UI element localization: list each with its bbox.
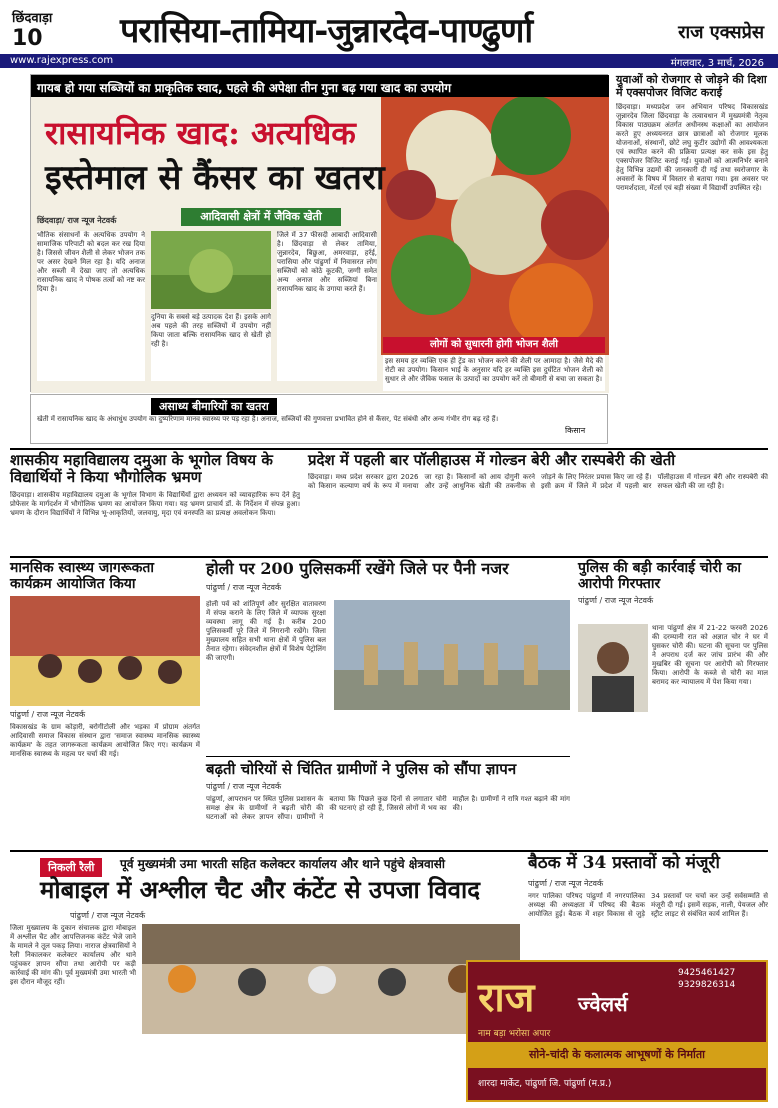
lead-body-col1: भौतिक संसाधनों के अत्यधिक उपयोग ने सामाजिक परिपाटी को बदल कर रख दिया है। जिससे जीवन शैली से लेकर भोजन तक पर असर देखने मिल रहा है। यदि अनाज और सब्जी में देखा जाए तो अत्यधिक रासायनिक खाद ने पोषक तत्वों को नष्ट कर दिया है। xyxy=(37,231,145,381)
rally-tag: निकली रैली xyxy=(40,858,102,877)
callout-food-style: लोगों को सुधारनी होगी भोजन शैली xyxy=(383,337,605,353)
page-number: 10 xyxy=(12,26,43,51)
theft-arrest-body: थाना पांढुर्णा क्षेत्र में 21-22 फरवरी 2026 की दरम्यानी रात को अज्ञात चोर ने घर में घुसकर चोरी की। घटना की सूचना पर पुलिस ने अपराध दर्ज कर जांच प्रारंभ की और मुखबिर की सूचना पर आरोपी को गिरफ्तार किया। आरोपी के कब्जे से चोरी का माल बरामद कर न्यायालय में पेश किया गया। xyxy=(652,624,768,686)
lead-headline-line1: रासायनिक खाद: अत्यधिक xyxy=(45,114,356,152)
divider xyxy=(10,556,768,558)
rally-photo xyxy=(142,924,520,1034)
holi-police-byline: पांढुर्णा / राज न्यूज नेटवर्क xyxy=(206,583,282,593)
callout-disease-text: खेती में रासायनिक खाद के अंधाधुंध उपयोग का दुष्परिणाम मानव स्वास्थ्य पर पड़ रहा है। अनाज, सब्जियों की गुणवत्ता प्रभावित होने से कैंसर, पेट संबंधी और अन्य गंभीर रोग बढ़ रहे हैं। xyxy=(37,415,499,423)
callout-food-style-text: इस समय हर व्यक्ति एक ही ट्रेंड का भोजन करने की शैली पर आमादा है। जैसे मैदे की रोटी का उपयोग। किसान भाई के अनुसार यदि हर व्यक्ति इस दुर्घटित भोजन शैली को सुधार ले और जैविक फसल के उत्पादों का उपयोग करें तो बीमारी से बचा जा सकता है। xyxy=(383,355,605,391)
ad-brand: राज xyxy=(478,975,535,1021)
mental-health-photo xyxy=(10,596,200,706)
lead-byline: छिंदवाड़ा/ राज न्यूज नेटवर्क xyxy=(37,216,117,225)
meeting-proposals-headline: बैठक में 34 प्रस्तावों को मंजूरी xyxy=(528,853,720,873)
geography-tour-story xyxy=(10,452,300,552)
ad-subbrand: ज्वेलर्स xyxy=(578,992,628,1016)
polyhouse-headline: प्रदेश में पहली बार पॉलीहाउस में गोल्डन बेरी और रास्पबेरी की खेती xyxy=(308,451,676,469)
newspaper-brand: राज एक्सप्रेस xyxy=(678,22,764,43)
ad-phone-1: 9425461427 xyxy=(678,968,736,978)
ad-address: शारदा मार्केट, पांढुर्णा जि. पांढुर्णा (म.प्र.) xyxy=(478,1079,612,1089)
callout-disease-title: असाध्य बीमारियों का खतरा xyxy=(151,398,277,415)
mental-health-body: विकासखंड के ग्राम कोड़ारी, बरोगीटोली और भड़का में प्रोग्राम अंतर्गत आदिवासी समाज विकास संस्थान द्वारा 'समाज स्वास्थ्य मानसिक स्वास्थ्य कार्यक्रम' के तहत जागरूकता कार्यक्रम आयोजित किए गए। कार्यक्रम में मानसिक स्वास्थ्य के महत्व पर चर्चा की गई। xyxy=(10,723,200,759)
obscene-chat-kicker: पूर्व मुख्यमंत्री उमा भारती सहित कलेक्टर कार्यालय और थाने पहुंचे क्षेत्रवासी xyxy=(120,857,446,871)
page-section-city: छिंदवाड़ा xyxy=(12,11,53,26)
geography-tour-headline: शासकीय महाविद्यालय दमुआ के भूगोल विषय के विद्यार्थियों ने किया भौगोलिक भ्रमण xyxy=(10,451,273,487)
right-top-story xyxy=(616,74,768,444)
right-top-body: छिंदवाड़ा। मध्यप्रदेश जन अभियान परिषद विकासखंड जुन्नारदेव जिला छिंदवाड़ा के तत्वावधान में मुख्यमंत्री नेतृत्व विकास पाठ्यक्रम अंतर्गत अधीनस्थ कक्षाओं का आयोजन करते हुए अध्ययनरत छात्र छात्राओं को रोजगार मूलक योजनाओं, संस्थानों, छोटे लघु कुटीर उद्योगों की आवश्यकता एवं स्थापित करने की प्रक्रिया प्रत्यक्ष कर सके इस हेतु एक्सपोजर विजिट कराई गई। युवाओं को आत्मनिर्भर बनाने हेतु विभिन्न उद्यमों की जानकारी दी गई तथा स्वरोजगार के अवसरों के विषय में विस्तार से बताया गया। इस अवसर पर परामर्शदाता, मेंटर्स एवं बड़ी संख्या में विद्यार्थी उपस्थित रहे। xyxy=(616,103,768,193)
issue-date: मंगलवार, 3 मार्च, 2026 xyxy=(670,58,764,69)
holi-police-story xyxy=(206,560,570,750)
mental-health-story xyxy=(10,560,200,845)
obscene-chat-story xyxy=(10,854,520,1102)
ad-slogan: नाम बड़ा भरोसा अपार xyxy=(478,1029,551,1039)
site-url[interactable]: www.rajexpress.com xyxy=(10,55,114,66)
accused-photo xyxy=(578,624,648,712)
mental-health-byline: पांढुर्णा / राज न्यूज नेटवर्क xyxy=(10,710,86,720)
holi-police-headline: होली पर 200 पुलिसकर्मी रखेंगे जिले पर पैनी नजर xyxy=(206,559,509,578)
villagers-memo-story xyxy=(206,756,570,846)
disease-callout xyxy=(30,394,608,444)
lead-body-col2: जिले में 37 फीसदी आबादी आदिवासी है। छिंदवाड़ा से लेकर तामिया, जुन्नारदेव, बिछुआ, अमरवाड़ा, हर्रई, परासिया और पांढुर्णा में निवासरत लोग सब्जियों को कोठे कूटकी, जग्गी समेत अन्य अनाज और सब्जियां बिना रासायनिक खाद के उगाया करते हैं। xyxy=(277,231,377,381)
right-top-headline: युवाओं को रोजगार से जोड़ने की दिशा में एक्सपोजर विजिट कराई xyxy=(616,73,767,99)
obscene-chat-body: जिला मुख्यालय के दुकान संचालक द्वारा मोबाइल में अश्लील चैट और आपत्तिजनक कंटेंट भेजे जाने के मामले ने तूल पकड़ लिया। नाराज क्षेत्रवासियों ने रैली निकालकर कलेक्टर कार्यालय और थाने पहुंचकर ज्ञापन सौंपा तथा आरोपी पर कड़ी कार्रवाई की मांग की। पूर्व मुख्यमंत्री उमा भारती भी इस दौरान मौजूद रहीं। xyxy=(10,924,136,986)
divider xyxy=(10,448,768,450)
lead-kicker: गायब हो गया सब्जियों का प्राकृतिक स्वाद, पहले की अपेक्षा तीन गुना बढ़ गया खाद का उपयोग xyxy=(31,75,609,97)
meeting-proposals-byline: पांढुर्णा / राज न्यूज नेटवर्क xyxy=(528,878,604,888)
theft-arrest-byline: पांढुर्णा / राज न्यूज नेटवर्क xyxy=(578,596,654,606)
lead-story xyxy=(30,74,608,392)
villagers-memo-byline: पांढुर्णा / राज न्यूज नेटवर्क xyxy=(206,782,282,792)
ad-phone-2: 9329826314 xyxy=(678,980,736,990)
polyhouse-body: छिंदवाड़ा। मध्य प्रदेश सरकार द्वारा 2026 को किसान कल्याण वर्ष के रूप में मनाया जा रहा है। किसानों को आय दोगुनी करने और उन्हें आधुनिक खेती की तकनीक से जोड़ने के लिए निरंतर प्रयास किए जा रहे हैं। इसी क्रम में जिले में प्रदेश में पहली बार पॉलीहाउस में गोल्डन बेरी और रास्पबेरी की सफल खेती की जा रही है। xyxy=(308,473,768,491)
obscene-chat-headline: मोबाइल में अश्लील चैट और कंटेंट से उपजा विवाद xyxy=(40,875,480,904)
meeting-proposals-body: नगर पालिका परिषद पांढुर्णा में नगरपालिका अध्यक्ष की अध्यक्षता में परिषद की बैठक आयोजित हुई। बैठक में शहर विकास से जुड़े 34 प्रस्तावों पर चर्चा कर उन्हें सर्वसम्मति से मंजूरी दी गई। इसमें सड़क, नाली, पेयजल और स्ट्रीट लाइट से संबंधित कार्य शामिल हैं। xyxy=(528,891,768,918)
theft-arrest-story xyxy=(578,560,768,845)
lead-headline-line2: इस्तेमाल से कैंसर का खतरा xyxy=(45,158,385,198)
lead-subhead-box: आदिवासी क्षेत्रों में जैविक खेती xyxy=(181,208,341,226)
obscene-chat-byline: पांढुर्णा / राज न्यूज नेटवर्क xyxy=(70,911,146,920)
header-bar xyxy=(0,54,778,68)
villagers-memo-body: पांढुर्णा, आपराधन पर स्थित पुलिस प्रशासन के समक्ष क्षेत्र के ग्रामीणों ने बढ़ती चोरी की घटनाओं को लेकर ज्ञापन सौंपा। ग्रामीणों ने बताया कि पिछले कुछ दिनों से लगातार चोरी की घटनाएं हो रही हैं, जिससे लोगों में भय का माहौल है। ग्रामीणों ने रात्रि गश्त बढ़ाने की मांग की। xyxy=(206,795,570,822)
jewellers-ad[interactable] xyxy=(466,960,768,1102)
villagers-memo-headline: बढ़ती चोरियों से चिंतित ग्रामीणों ने पुलिस को सौंपा ज्ञापन xyxy=(206,760,517,778)
polyhouse-story xyxy=(308,452,768,552)
lead-body-col3: दुनिया के सबसे बड़े उत्पादक देश हैं। इसके आगे अब पहले की तरह सब्जियों में उपयोग नहीं किया जाता बल्कि रासायनिक खाद से खेती हो रही है। xyxy=(151,313,271,381)
organic-field-photo xyxy=(151,231,271,309)
photo-credit: किसान xyxy=(565,426,586,435)
theft-arrest-headline: पुलिस की बड़ी कार्रवाई चोरी का आरोपी गिरफ्तार xyxy=(578,560,742,593)
police-parade-photo xyxy=(334,600,570,710)
page-title: परासिया-तामिया-जुन्नारदेव-पाण्ढुर्णा xyxy=(120,11,533,51)
ad-tagline: सोने-चांदी के कलात्मक आभूषणों के निर्माता xyxy=(468,1042,766,1068)
geography-tour-body: छिंदवाड़ा। शासकीय महाविद्यालय दमुआ के भूगोल विभाग के विद्यार्थियों द्वारा अध्ययन को व्यावहारिक रूप देने हेतु प्रोफेसर के मार्गदर्शन में भौगोलिक भ्रमण का आयोजन किया गया। यह भ्रमण प्राचार्य डॉ. के निर्देशन में संपन्न हुआ। भ्रमण के दौरान विद्यार्थियों ने विभिन्न भू-आकृतियों, जलवायु, मृदा एवं वनस्पति का प्रत्यक्ष अवलोकन किया। xyxy=(10,490,300,517)
divider xyxy=(10,850,768,852)
holi-police-body: होली पर्व को शांतिपूर्ण और सुरक्षित वातावरण में संपन्न कराने के लिए जिले में व्यापक सुरक्षा व्यवस्था लागू की गई है। करीब 200 पुलिसकर्मी पूरे जिले में निगरानी रखेंगे। जिला मुख्यालय सहित सभी थाना क्षेत्रों में पुलिस बल तैनात रहेगा। संवेदनशील क्षेत्रों में विशेष पेट्रोलिंग की जाएगी। xyxy=(206,600,326,662)
mental-health-headline: मानसिक स्वास्थ्य जागरूकता कार्यक्रम आयोजित किया xyxy=(10,560,155,593)
